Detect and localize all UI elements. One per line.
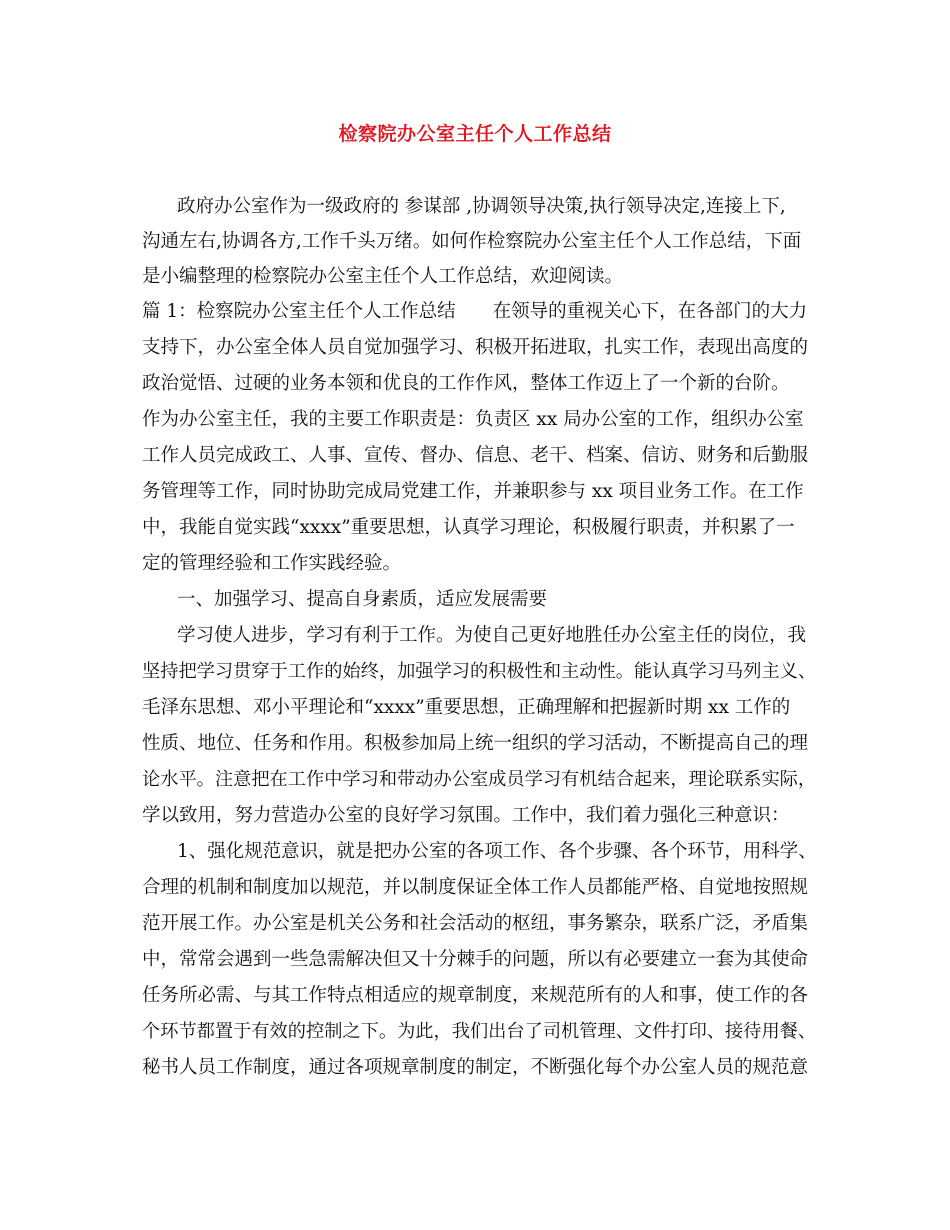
section-heading: 一、加强学习、提高自身素质，适应发展需要 — [177, 589, 548, 610]
body-line: 任务所必需、与其工作特点相适应的规章制度，来规范所有的人和事，使工作的各 — [142, 985, 809, 1006]
body-line: 工作人员完成政工、人事、宣传、督办、信息、老干、档案、信访、财务和后勤服 — [142, 445, 809, 466]
body-line: 政治觉悟、过硬的业务本领和优良的工作作风，整体工作迈上了一个新的台阶。 — [142, 373, 790, 394]
body-line: 定的管理经验和工作实践经验。 — [142, 553, 402, 574]
body-line: 性质、地位、任务和作用。积极参加局上统一组织的学习活动，不断提高自己的理 — [142, 733, 809, 754]
body-line: 秘书人员工作制度，通过各项规章制度的制定，不断强化每个办公室人员的规范意 — [142, 1057, 809, 1078]
body-line: 政府办公室作为一级政府的 参谋部 ,协调领导决策,执行领导决定,连接上下, — [177, 196, 786, 217]
body-line: 篇 1：检察院办公室主任个人工作总结 在领导的重视关心下，在各部门的大力 — [142, 301, 808, 322]
document-title: 检察院办公室主任个人工作总结 — [338, 123, 612, 145]
body-line: 个环节都置于有效的控制之下。为此，我们出台了司机管理、文件打印、接待用餐、 — [142, 1021, 817, 1042]
body-line: 中，常常会遇到一些急需解决但又十分棘手的问题，所以有必要建立一套为其使命 — [142, 949, 809, 970]
body-line: 作为办公室主任，我的主要工作职责是：负责区 xx 局办公室的工作，组织办公室 — [142, 409, 804, 430]
body-line: 坚持把学习贯穿于工作的始终，加强学习的积极性和主动性。能认真学习马列主义、 — [142, 661, 817, 682]
body-line: 范开展工作。办公室是机关公务和社会活动的枢纽，事务繁杂，联系广泛，矛盾集 — [142, 913, 809, 934]
body-line: 是小编整理的检察院办公室主任个人工作总结，欢迎阅读。 — [142, 266, 624, 287]
body-line: 学以致用，努力营造办公室的良好学习氛围。工作中，我们着力强化三种意识： — [142, 805, 790, 826]
body-line: 1、强化规范意识，就是把办公室的各项工作、各个步骤、各个环节，用科学、 — [177, 841, 817, 862]
body-line: 学习使人进步，学习有利于工作。为使自己更好地胜任办公室主任的岗位，我 — [177, 625, 807, 646]
body-line: 毛泽东思想、邓小平理论和“xxxx”重要思想，正确理解和把握新时期 xx 工作的 — [142, 697, 791, 718]
body-line: 论水平。注意把在工作中学习和带动办公室成员学习有机结合起来，理论联系实际， — [142, 769, 817, 790]
body-line: 务管理等工作，同时协助完成局党建工作，并兼职参与 xx 项目业务工作。在工作 — [142, 481, 804, 502]
body-line: 沟通左右,协调各方,工作千头万绪。如何作检察院办公室主任个人工作总结，下面 — [142, 231, 802, 252]
body-line: 支持下，办公室全体人员自觉加强学习、积极开拓进取，扎实工作，表现出高度的 — [142, 337, 809, 358]
body-line: 中，我能自觉实践“xxxx”重要思想，认真学习理论，积极履行职责，并积累了一 — [142, 517, 795, 538]
body-line: 合理的机制和制度加以规范，并以制度保证全体工作人员都能严格、自觉地按照规 — [142, 877, 809, 898]
